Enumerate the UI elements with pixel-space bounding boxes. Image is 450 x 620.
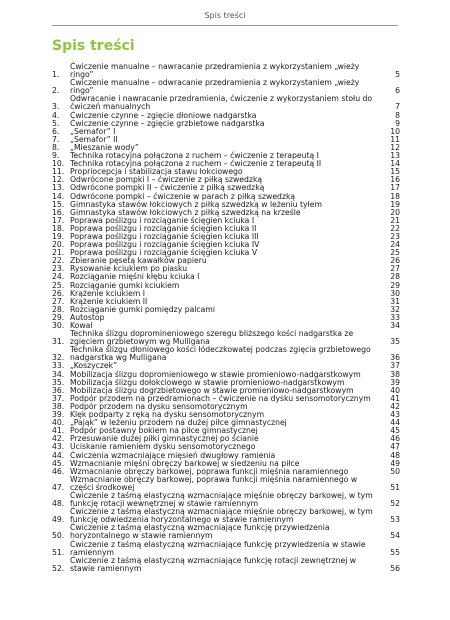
toc-entry-title: Ćwiczenia wzmacniające mięsień dwugłowy ramienia bbox=[70, 450, 276, 460]
toc-entry-title: Krążenie kciukiem I bbox=[70, 288, 146, 298]
toc-entry-number: 9. bbox=[52, 151, 60, 161]
toc-entry-page: 47 bbox=[390, 442, 400, 452]
toc-entry-number: 15. bbox=[52, 199, 65, 209]
toc-entry-title: Technika rotacyjna połączona z ruchem – ćwiczenie z terapeutą I bbox=[70, 151, 319, 161]
toc-entry-page: 21 bbox=[390, 215, 400, 225]
toc-entry-number: 12. bbox=[52, 175, 65, 185]
toc-entry-page: 7 bbox=[395, 102, 400, 112]
toc-entry-number: 16. bbox=[52, 207, 65, 217]
toc-entry bbox=[52, 63, 400, 79]
toc-entry-page: 20 bbox=[390, 207, 400, 217]
toc-entry-page: 42 bbox=[390, 401, 400, 411]
toc-entry-title: Krążenie kciukiem II bbox=[70, 296, 148, 306]
toc-entry-page: 43 bbox=[390, 410, 400, 420]
toc-entry-page: 53 bbox=[390, 515, 400, 525]
toc-entry-number: 38. bbox=[52, 401, 65, 411]
toc-entry-page: 52 bbox=[390, 499, 400, 509]
toc-entry-number: 11. bbox=[52, 167, 65, 177]
toc-entry-title: „Semafor” II bbox=[70, 134, 118, 144]
toc-entry-title: Gimnastyka stawów łokciowych z piłką szwedzką w leżeniu tyłem bbox=[70, 199, 322, 209]
toc-entry-page: 49 bbox=[390, 458, 400, 468]
toc-entry-page: 35 bbox=[390, 337, 400, 347]
toc-entry bbox=[52, 557, 400, 573]
toc-entry-page: 54 bbox=[390, 531, 400, 541]
table-of-contents bbox=[52, 63, 400, 573]
toc-entry-page: 14 bbox=[390, 159, 400, 169]
toc-entry-number: 43. bbox=[52, 442, 65, 452]
toc-entry-title: Technika ślizgu dłoniowego kości łódeczkowatej podczas zgięcia grzbietowego nadgarstka wg Mulligana bbox=[70, 345, 371, 363]
toc-entry-title: Poprawa poślizgu i rozciąganie ścięgien kciuka I bbox=[70, 215, 255, 225]
toc-entry-number: 52. bbox=[52, 563, 65, 573]
toc-entry-page: 24 bbox=[390, 240, 400, 250]
toc-entry-number: 34. bbox=[52, 369, 65, 379]
toc-entry-page: 18 bbox=[390, 191, 400, 201]
toc-entry-page: 25 bbox=[390, 248, 400, 258]
toc-entry-title: „Semafor” I bbox=[70, 126, 116, 136]
toc-entry-title: Poprawa poślizgu i rozciąganie ścięgien kciuka III bbox=[70, 231, 259, 241]
toc-entry-title: Mobilizacja ślizgu dołokciowego w stawie promieniowo-nadgarstkowym bbox=[70, 377, 345, 387]
toc-entry-title: Kowal bbox=[70, 321, 93, 330]
toc-entry-number: 30. bbox=[52, 321, 65, 330]
toc-entry-page: 50 bbox=[390, 466, 400, 476]
toc-entry-number: 19. bbox=[52, 231, 65, 241]
toc-entry bbox=[52, 508, 400, 524]
toc-entry-number: 10. bbox=[52, 159, 65, 169]
toc-entry-page: 28 bbox=[390, 272, 400, 282]
toc-entry-number: 6. bbox=[52, 126, 60, 136]
toc-entry-number: 50. bbox=[52, 531, 65, 541]
toc-entry-title: Podpór przodem na przedramionach – ćwiczenie na dysku sensomotorycznym bbox=[70, 393, 371, 403]
toc-entry bbox=[52, 95, 400, 111]
toc-entry-page: 33 bbox=[390, 312, 400, 322]
toc-entry-title: Mobilizacja ślizgu dogrzbietowego w stawie promieniowo-nadgarstkowym bbox=[70, 385, 354, 395]
toc-entry-number: 20. bbox=[52, 240, 65, 250]
toc-entry-page: 38 bbox=[390, 369, 400, 379]
toc-entry-number: 3. bbox=[52, 102, 60, 112]
toc-entry bbox=[52, 306, 400, 314]
toc-entry-page: 40 bbox=[390, 385, 400, 395]
toc-entry-title: Wzmacnianie mięśni obręczy barkowej w siedzeniu na piłce bbox=[70, 458, 300, 468]
toc-entry-title: Odwrócone pompki I – ćwiczenie z piłką szwedzką bbox=[70, 175, 263, 185]
toc-entry-number: 47. bbox=[52, 482, 65, 492]
toc-entry-number: 14. bbox=[52, 191, 65, 201]
toc-entry-page: 10 bbox=[390, 126, 400, 136]
toc-entry-title: Poprawa poślizgu i rozciąganie ścięgien kciuka IV bbox=[70, 240, 260, 250]
toc-entry-title: Ćwiczenie z taśmą elastyczną wzmacniające funkcję rotacji zewnętrznej w stawie ramiennym bbox=[70, 555, 357, 573]
toc-entry bbox=[52, 346, 400, 362]
toc-entry-number: 22. bbox=[52, 256, 65, 266]
toc-entry bbox=[52, 541, 400, 557]
toc-entry-number: 44. bbox=[52, 450, 65, 460]
toc-entry-number: 36. bbox=[52, 385, 65, 395]
toc-entry-page: 16 bbox=[390, 175, 400, 185]
toc-entry-title: Klęk podparty z ręką na dysku sensomotorycznym bbox=[70, 410, 265, 420]
toc-entry-page: 11 bbox=[390, 134, 400, 144]
toc-entry-title: Odwracanie i nawracanie przedramienia, ćwiczenie z wykorzystaniem stołu do ćwiczeń manualnych bbox=[70, 94, 373, 112]
toc-entry-title: Podpór przodem na dysku sensomotorycznym bbox=[70, 401, 248, 411]
toc-entry-page: 19 bbox=[390, 199, 400, 209]
toc-entry-number: 18. bbox=[52, 223, 65, 233]
toc-entry-page: 6 bbox=[395, 86, 400, 96]
toc-entry-title: Zbieranie pęsetą kawałków papieru bbox=[70, 256, 207, 266]
toc-entry-number: 39. bbox=[52, 410, 65, 420]
toc-entry-title: Poprawa poślizgu i rozciąganie ścięgien kciuka II bbox=[70, 223, 257, 233]
toc-entry-page: 26 bbox=[390, 256, 400, 266]
toc-entry-page: 45 bbox=[390, 426, 400, 436]
toc-entry-number: 48. bbox=[52, 499, 65, 509]
toc-entry-title: Technika rotacyjna połączona z ruchem – ćwiczenie z terapeutą II bbox=[70, 159, 322, 169]
toc-entry-page: 9 bbox=[395, 118, 400, 128]
page-title: Spis treści bbox=[52, 38, 135, 54]
toc-entry-number: 17. bbox=[52, 215, 65, 225]
toc-entry-number: 51. bbox=[52, 547, 65, 557]
toc-entry bbox=[52, 492, 400, 508]
toc-entry bbox=[52, 524, 400, 540]
toc-entry-number: 40. bbox=[52, 418, 65, 428]
toc-entry-title: Odwrócone pompki – ćwiczenie w parach z piłką szwedzką bbox=[70, 191, 296, 201]
toc-entry-number: 46. bbox=[52, 466, 65, 476]
toc-entry-page: 5 bbox=[395, 70, 400, 80]
toc-entry-number: 37. bbox=[52, 393, 65, 403]
toc-entry-title: Przesuwanie dużej piłki gimnastycznej po ścianie bbox=[70, 434, 259, 444]
toc-entry-number: 25. bbox=[52, 280, 65, 290]
toc-entry-page: 12 bbox=[390, 142, 400, 152]
toc-entry-number: 42. bbox=[52, 434, 65, 444]
toc-entry-page: 36 bbox=[390, 353, 400, 363]
toc-entry-title: Mobilizacja ślizgu dopromieniowego w stawie promieniowo-nadgarstkowym bbox=[70, 369, 361, 379]
toc-entry-page: 15 bbox=[390, 167, 400, 177]
toc-entry-page: 48 bbox=[390, 450, 400, 460]
toc-entry bbox=[52, 79, 400, 95]
toc-entry-page: 27 bbox=[390, 264, 400, 274]
toc-entry-title: Ćwiczenie manualne – odwracanie przedramienia z wykorzystaniem „wieży ringo” bbox=[70, 78, 360, 96]
toc-entry-page: 17 bbox=[390, 183, 400, 193]
toc-entry-title: Poprawa poślizgu i rozciąganie ścięgien kciuka V bbox=[70, 248, 258, 258]
toc-entry-number: 4. bbox=[52, 110, 60, 120]
toc-entry-number: 24. bbox=[52, 272, 65, 282]
toc-entry-title: Ćwiczenie z taśmą elastyczną wzmacniające mięśnie obręczy barkowej, w tym funkcję odwiedzenia horyzontalnego w stawie ramiennym bbox=[70, 507, 373, 525]
toc-entry-number: 45. bbox=[52, 458, 65, 468]
header-divider bbox=[52, 25, 398, 26]
toc-entry-page: 29 bbox=[390, 280, 400, 290]
toc-entry-page: 8 bbox=[395, 110, 400, 120]
toc-entry-number: 33. bbox=[52, 361, 65, 371]
toc-entry-page: 56 bbox=[390, 563, 400, 573]
toc-entry-title: Propriocepcja i stabilizacja stawu łokciowego bbox=[70, 167, 243, 177]
toc-entry-number: 29. bbox=[52, 312, 65, 322]
toc-entry-page: 23 bbox=[390, 231, 400, 241]
toc-entry-number: 41. bbox=[52, 426, 65, 436]
toc-entry-page: 46 bbox=[390, 434, 400, 444]
toc-entry-page: 51 bbox=[390, 482, 400, 492]
toc-entry-title: Rysowanie kciukiem po piasku bbox=[70, 264, 188, 274]
toc-entry-page: 22 bbox=[390, 223, 400, 233]
toc-entry-title: Wzmacnianie obręczy barkowej, poprawa funkcji mięśnia naramiennego w części środkowej bbox=[70, 474, 358, 492]
toc-entry-number: 31. bbox=[52, 337, 65, 347]
toc-entry bbox=[52, 476, 400, 492]
toc-entry-title: Gimnastyka stawów łokciowych z piłką szwedzką na krześle bbox=[70, 207, 301, 217]
toc-entry-title: Technika ślizgu dopromineniowego szeregu bliższego kości nadgarstka ze zgięciem grzbietowym wg Mulligana bbox=[70, 329, 354, 347]
toc-entry-number: 26. bbox=[52, 288, 65, 298]
toc-entry-title: „Mieszanie wody” bbox=[70, 142, 139, 152]
toc-entry-title: Ćwiczenie manualne – nawracanie przedramienia z wykorzystaniem „wieży ringo” bbox=[70, 62, 360, 80]
toc-entry-title: Uciskanie ramieniem dysku sensomotorycznego bbox=[70, 442, 256, 452]
toc-entry-number: 13. bbox=[52, 183, 65, 193]
toc-entry bbox=[52, 330, 400, 346]
toc-entry bbox=[52, 314, 400, 322]
toc-entry-title: Podpór postawny bokiem na piłce gimnastycznej bbox=[70, 426, 258, 436]
running-head: Spis treści bbox=[204, 11, 246, 20]
toc-entry-page: 44 bbox=[390, 418, 400, 428]
toc-entry-page: 55 bbox=[390, 547, 400, 557]
toc-entry-title: Ćwiczenie z taśmą elastyczną wzmacniające funkcję przywiedzenia w stawie ramiennym bbox=[70, 539, 366, 557]
toc-entry-number: 5. bbox=[52, 118, 60, 128]
toc-entry-number: 21. bbox=[52, 248, 65, 258]
toc-entry-title: Ćwiczenie z taśmą elastyczną wzmacniające funkcję przywiedzenia horyzontalnego w stawie ramiennym bbox=[70, 523, 330, 541]
toc-entry-title: „Koszyczek” bbox=[70, 361, 118, 371]
toc-entry-title: Ćwiczenie czynne – zgięcie grzbietowe nadgarstka bbox=[70, 118, 265, 128]
toc-entry-number: 28. bbox=[52, 304, 65, 314]
toc-entry-number: 2. bbox=[52, 86, 60, 96]
toc-entry-title: Rozciąganie mięśni kłębu kciuka I bbox=[70, 272, 200, 282]
toc-entry-number: 32. bbox=[52, 353, 65, 363]
toc-entry-number: 27. bbox=[52, 296, 65, 306]
toc-entry-number: 35. bbox=[52, 377, 65, 387]
toc-entry-title: Ćwiczenie czynne – zgięcie dłoniowe nadgarstka bbox=[70, 110, 257, 120]
toc-entry-number: 8. bbox=[52, 142, 60, 152]
toc-entry-title: Rozciąganie gumki pomiędzy palcami bbox=[70, 304, 215, 314]
toc-entry-number: 23. bbox=[52, 264, 65, 274]
toc-entry-number: 7. bbox=[52, 134, 60, 144]
toc-entry-page: 32 bbox=[390, 304, 400, 314]
toc-entry-page: 41 bbox=[390, 393, 400, 403]
toc-entry-page: 31 bbox=[390, 296, 400, 306]
toc-entry-title: Ćwiczenie z taśmą elastyczną wzmacniające mięśnie obręczy barkowej, w tym funkcję rotacji wewnętrznej w stawie ramiennym bbox=[70, 490, 373, 509]
toc-entry-page: 39 bbox=[390, 377, 400, 387]
toc-entry-title: Wzmacnianie obręczy barkowej, poprawa funkcji mięśnia naramiennego bbox=[70, 466, 349, 476]
toc-entry-number: 49. bbox=[52, 515, 65, 525]
toc-entry-page: 13 bbox=[390, 151, 400, 161]
toc-entry-title: „Pająk” w leżeniu przodem na dużej piłce gimnastycznej bbox=[70, 418, 287, 428]
toc-entry-page: 37 bbox=[390, 361, 400, 371]
toc-entry-title: Rozciąganie gumki kciukiem bbox=[70, 280, 180, 290]
toc-entry-page: 34 bbox=[390, 321, 400, 330]
toc-entry-page: 30 bbox=[390, 288, 400, 298]
toc-entry-number: 1. bbox=[52, 70, 60, 80]
toc-entry-title: Odwrócone pompki II – ćwiczenie z piłką szwedzką bbox=[70, 183, 265, 193]
toc-entry-title: Autostop bbox=[70, 312, 105, 322]
